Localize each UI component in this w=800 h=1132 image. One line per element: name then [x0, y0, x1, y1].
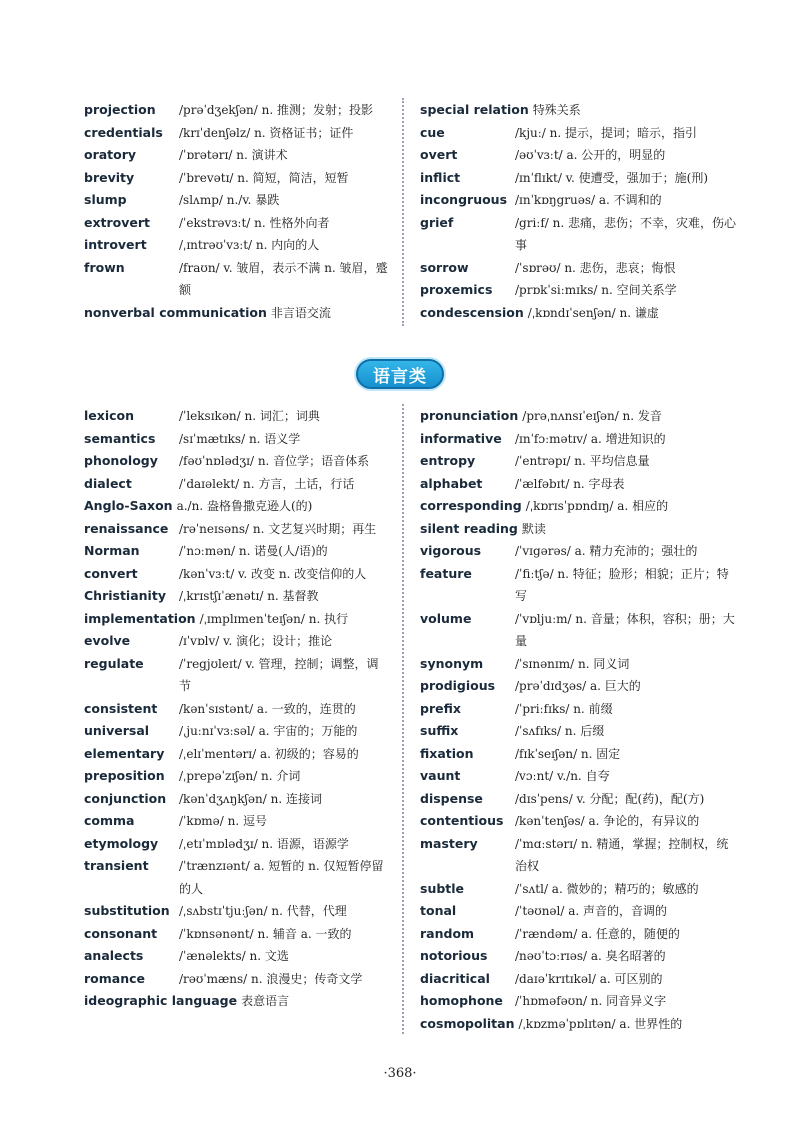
- vocab-entry: [84, 428, 389, 451]
- vocab-headword: vigorous: [420, 543, 482, 558]
- vocab-headword: inflict: [420, 169, 461, 185]
- vocab-headword: consistent: [84, 700, 158, 716]
- vocab-definition: /kənˈtenʃəs/ a. 争论的，有异议的: [515, 814, 700, 828]
- vocab-entry: [84, 540, 389, 563]
- vocab-entry: [84, 923, 389, 946]
- vocab-headword: volume: [420, 610, 472, 626]
- vocab-definition: /ˈentrəpɪ/ n. 平均信息量: [515, 454, 650, 468]
- vocab-entry: [420, 302, 738, 325]
- vocab-headword: analects: [84, 948, 144, 963]
- vocab-entry: [420, 765, 738, 788]
- vocab-definition: /ˈsɪnənɪm/ n. 同义词: [515, 656, 630, 671]
- vocab-definition: /kənˈdʒʌŋkʃən/ n. 连接词: [179, 791, 322, 806]
- vocab-definition: /kjuː/ n. 提示，提词；暗示，指引: [515, 125, 698, 140]
- vocab-definition: /daɪəˈkrɪtɪkəl/ a. 可区别的: [515, 971, 663, 986]
- vocab-headword: implementation: [84, 610, 196, 626]
- vocab-definition: /ɪnˈkɒŋgruəs/ a. 不调和的: [515, 193, 662, 207]
- top-left-column: [84, 99, 389, 324]
- vocab-definition: 非言语交流: [270, 305, 331, 320]
- vocab-headword: dialect: [84, 475, 132, 491]
- vocab-definition: /əʊˈvɜːt/ a. 公开的，明显的: [515, 148, 666, 162]
- vocab-entry: [420, 257, 738, 280]
- top-column-divider: [402, 98, 404, 326]
- vocab-headword: semantics: [84, 430, 156, 446]
- vocab-entry: [420, 698, 738, 721]
- vocab-headword: condescension: [420, 304, 524, 320]
- vocab-definition: 默读: [521, 521, 546, 536]
- vocab-definition: 特殊关系: [532, 103, 581, 117]
- vocab-entry: [420, 563, 738, 608]
- vocab-definition: /ˌɪntrəʊˈvɜːt/ n. 内向的人: [179, 238, 320, 252]
- vocab-definition: /vɔːnt/ v./n. 自夸: [515, 769, 610, 783]
- bottom-right-column: [420, 405, 738, 1035]
- vocab-headword: subtle: [420, 880, 465, 896]
- vocab-definition: /prəˌnʌnsɪˈeɪʃən/ n. 发音: [522, 409, 662, 423]
- vocab-entry: [84, 968, 389, 991]
- vocab-entry: [84, 518, 389, 541]
- vocab-headword: informative: [420, 430, 502, 446]
- vocab-entry: [420, 450, 738, 473]
- vocab-entry: [420, 833, 738, 878]
- vocab-entry: [420, 675, 738, 698]
- vocab-entry: [84, 765, 389, 788]
- vocab-entry: [420, 279, 738, 302]
- vocab-entry: [420, 473, 738, 496]
- vocab-headword: synonym: [420, 655, 484, 671]
- vocab-entry: [84, 405, 389, 428]
- vocab-definition: /ˌjuːnɪˈvɜːsəl/ a. 宇宙的；万能的: [179, 724, 358, 738]
- vocab-entry: [420, 212, 738, 257]
- vocab-definition: /ˌkɒzməˈpɒlɪtən/ a. 世界性的: [518, 1016, 683, 1031]
- vocab-headword: mastery: [420, 835, 478, 851]
- vocab-entry: [420, 945, 738, 968]
- vocab-headword: sorrow: [420, 259, 469, 275]
- vocab-definition: /dɪsˈpens/ v. 分配；配(药)，配(方): [515, 791, 705, 806]
- vocab-headword: diacritical: [420, 970, 490, 986]
- vocab-headword: nonverbal communication: [84, 304, 267, 320]
- vocab-entry: [84, 144, 389, 167]
- vocab-headword: consonant: [84, 925, 158, 941]
- vocab-entry: [420, 878, 738, 901]
- vocab-definition: /slʌmp/ n./v. 暴跌: [179, 193, 280, 207]
- vocab-entry: [84, 257, 389, 302]
- vocab-definition: /ˈɒrətərɪ/ n. 演讲术: [179, 148, 288, 162]
- vocab-definition: /ˈbrevətɪ/ n. 简短，简洁，短暂: [179, 170, 349, 185]
- vocab-headword: renaissance: [84, 520, 169, 536]
- vocab-definition: /ˈtəʊnəl/ a. 声音的，音调的: [515, 904, 668, 918]
- vocab-definition: /ˈdaɪəlekt/ n. 方言，土话，行话: [179, 476, 355, 491]
- vocab-definition: /ˈkɒmə/ n. 逗号: [179, 814, 267, 828]
- vocab-definition: /ˈleksɪkən/ n. 词汇；词典: [179, 409, 320, 423]
- vocab-definition: /rəˈneɪsəns/ n. 文艺复兴时期；再生: [179, 521, 377, 536]
- vocab-headword: cosmopolitan: [420, 1015, 515, 1031]
- vocab-definition: /ˈælfəbɪt/ n. 字母表: [515, 476, 625, 491]
- vocab-headword: universal: [84, 723, 150, 738]
- vocab-headword: credentials: [84, 124, 163, 140]
- vocab-headword: contentious: [420, 813, 504, 828]
- vocab-headword: homophone: [420, 993, 503, 1008]
- vocab-entry: [420, 144, 738, 167]
- vocab-entry: [84, 945, 389, 968]
- vocab-headword: substitution: [84, 903, 170, 918]
- vocab-headword: conjunction: [84, 790, 167, 806]
- vocab-headword: elementary: [84, 745, 165, 761]
- vocab-headword: silent reading: [420, 520, 518, 536]
- vocab-entry: [84, 720, 389, 743]
- vocab-definition: /ˌelɪˈmentərɪ/ a. 初级的；容易的: [179, 746, 359, 761]
- vocab-entry: [420, 720, 738, 743]
- vocab-headword: corresponding: [420, 498, 522, 513]
- vocab-headword: oratory: [84, 147, 137, 162]
- vocab-definition: /fəʊˈnɒlədʒɪ/ n. 音位学；语音体系: [179, 454, 370, 468]
- vocab-definition: /krɪˈdenʃəlz/ n. 资格证书；证件: [179, 125, 354, 140]
- vocab-definition: /ˈænəlekts/ n. 文选: [179, 949, 289, 963]
- vocab-headword: comma: [84, 813, 135, 828]
- vocab-headword: ideographic language: [84, 993, 238, 1008]
- vocab-definition: /prəˈdʒekʃən/ n. 推测；发射；投影: [179, 103, 373, 117]
- vocab-headword: Norman: [84, 543, 140, 558]
- vocab-definition: /ɪnˈfɔːmətɪv/ a. 增进知识的: [515, 431, 666, 446]
- vocab-headword: transient: [84, 858, 149, 873]
- vocab-headword: romance: [84, 970, 145, 986]
- vocab-entry: [84, 698, 389, 721]
- vocab-definition: /ˈregjʊleɪt/ v. 管理，控制；调整，调节: [179, 656, 379, 693]
- vocab-entry: [84, 302, 389, 325]
- vocab-definition: /ˈrændəm/ a. 任意的，随便的: [515, 926, 680, 941]
- vocab-headword: incongruous: [420, 192, 508, 207]
- vocab-headword: fixation: [420, 745, 474, 761]
- vocab-entry: [420, 990, 738, 1013]
- vocab-definition: /ˌsʌbstɪˈtjuːʃən/ n. 代替，代理: [179, 904, 347, 918]
- vocab-entry: [84, 743, 389, 766]
- vocab-headword: suffix: [420, 723, 459, 738]
- vocab-definition: /ˌkɒrɪsˈpɒndɪŋ/ a. 相应的: [525, 499, 669, 513]
- vocab-entry: [84, 167, 389, 190]
- vocab-entry: [84, 585, 389, 608]
- vocab-definition: /kənˈsɪstənt/ a. 一致的，连贯的: [179, 701, 356, 716]
- vocab-headword: etymology: [84, 835, 159, 851]
- vocab-headword: random: [420, 925, 475, 941]
- vocab-headword: preposition: [84, 768, 165, 783]
- vocab-definition: /ˈkɒnsənənt/ n. 辅音 a. 一致的: [179, 926, 352, 941]
- vocab-definition: /ɪˈvɒlv/ v. 演化；设计；推论: [179, 634, 333, 648]
- vocab-entry: [84, 473, 389, 496]
- vocab-headword: special relation: [420, 102, 529, 117]
- vocab-definition: /ˈnɔːmən/ n. 诺曼(人/语)的: [179, 544, 328, 558]
- vocab-headword: phonology: [84, 453, 158, 468]
- vocab-entry: [420, 968, 738, 991]
- vocab-definition: /griːf/ n. 悲痛，悲伤；不幸，灾难，伤心事: [515, 215, 736, 252]
- vocab-headword: proxemics: [420, 282, 493, 297]
- vocab-headword: overt: [420, 147, 458, 162]
- vocab-entry: [84, 630, 389, 653]
- vocab-entry: [420, 1013, 738, 1036]
- vocab-definition: /kənˈvɜːt/ v. 改变 n. 改变信仰的人: [179, 566, 367, 581]
- vocab-entry: [420, 189, 738, 212]
- vocab-headword: pronunciation: [420, 408, 519, 423]
- vocab-headword: slump: [84, 192, 127, 207]
- vocab-definition: /ˈtrænzɪənt/ a. 短暂的 n. 仅短暂停留的人: [179, 859, 384, 896]
- vocab-entry: [84, 810, 389, 833]
- vocab-entry: [420, 495, 738, 518]
- vocab-headword: convert: [84, 565, 138, 581]
- section-title: 语言类: [373, 366, 427, 387]
- vocab-definition: /ˈsʌtl/ a. 微妙的；精巧的；敏感的: [515, 881, 699, 896]
- vocab-definition: /ˌkɒndɪˈsenʃən/ n. 谦虚: [527, 305, 659, 320]
- vocab-definition: /ˈmɑːstərɪ/ n. 精通，掌握；控制权，统治权: [515, 836, 729, 873]
- vocab-entry: [420, 743, 738, 766]
- vocab-entry: [84, 833, 389, 856]
- vocab-headword: regulate: [84, 655, 144, 671]
- vocab-entry: [420, 99, 738, 122]
- vocab-headword: introvert: [84, 237, 147, 252]
- vocab-headword: frown: [84, 259, 125, 275]
- page-number: ·368·: [383, 1066, 417, 1081]
- vocab-headword: lexicon: [84, 408, 135, 423]
- vocab-definition: /ˈvɒljuːm/ n. 音量；体积，容积；册；大量: [515, 611, 735, 648]
- vocab-definition: /ˈfiːtʃə/ n. 特征；脸形；相貌；正片；特写: [515, 566, 729, 603]
- vocab-entry: [420, 167, 738, 190]
- vocab-headword: prefix: [420, 700, 461, 716]
- vocab-definition: /rəʊˈmæns/ n. 浪漫史；传奇文学: [179, 971, 363, 986]
- vocab-definition: /ˈsɒrəʊ/ n. 悲伤，悲哀；悔恨: [515, 260, 676, 275]
- vocab-entry: [420, 405, 738, 428]
- vocab-headword: dispense: [420, 790, 483, 806]
- vocab-entry: [420, 122, 738, 145]
- vocab-headword: extrovert: [84, 214, 151, 230]
- vocab-entry: [84, 788, 389, 811]
- vocab-headword: feature: [420, 565, 472, 581]
- vocab-headword: tonal: [420, 903, 457, 918]
- vocab-entry: [84, 608, 389, 631]
- vocab-definition: /ˌprepəˈzɪʃən/ n. 介词: [179, 769, 301, 783]
- vocab-definition: /fraʊn/ v. 皱眉，表示不满 n. 皱眉，蹙额: [179, 260, 388, 297]
- vocab-entry: [84, 189, 389, 212]
- vocab-headword: notorious: [420, 948, 488, 963]
- vocab-definition: /ˈvɪgərəs/ a. 精力充沛的；强壮的: [515, 544, 698, 558]
- vocab-entry: [84, 563, 389, 586]
- vocab-entry: [84, 99, 389, 122]
- vocab-headword: brevity: [84, 169, 135, 185]
- vocab-entry: [84, 653, 389, 698]
- vocab-definition: 表意语言: [241, 994, 290, 1008]
- vocab-headword: cue: [420, 124, 445, 140]
- bottom-left-column: [84, 405, 389, 1013]
- vocab-definition: /ɪnˈflɪkt/ v. 使遭受，强加于；施(刑): [515, 170, 709, 185]
- vocab-headword: evolve: [84, 633, 131, 648]
- vocab-entry: [84, 122, 389, 145]
- vocab-definition: /ˌkrɪstʃɪˈænətɪ/ n. 基督教: [179, 589, 319, 603]
- vocab-entry: [420, 810, 738, 833]
- vocab-headword: Anglo-Saxon: [84, 498, 173, 513]
- vocab-headword: projection: [84, 102, 156, 117]
- vocab-entry: [84, 212, 389, 235]
- vocab-entry: [84, 495, 389, 518]
- vocab-entry: [420, 900, 738, 923]
- vocab-headword: Christianity: [84, 588, 166, 603]
- vocab-definition: /ˌetɪˈmɒlədʒɪ/ n. 语源，语源学: [179, 836, 349, 851]
- vocab-headword: alphabet: [420, 475, 483, 491]
- vocab-definition: /prəˈdɪdʒəs/ a. 巨大的: [515, 679, 641, 693]
- vocab-definition: /ˈpriːfɪks/ n. 前缀: [515, 701, 613, 716]
- vocab-definition: /ˈhɒməfəʊn/ n. 同音异义字: [515, 994, 667, 1008]
- vocab-entry: [420, 788, 738, 811]
- vocab-entry: [84, 900, 389, 923]
- vocab-entry: [84, 450, 389, 473]
- section-title-badge: [356, 359, 444, 389]
- vocab-definition: /ˌɪmplɪmenˈteɪʃən/ n. 执行: [199, 611, 349, 626]
- vocab-headword: vaunt: [420, 768, 461, 783]
- vocab-definition: /fɪkˈseɪʃən/ n. 固定: [515, 746, 621, 761]
- vocab-definition: /ˈekstrəvɜːt/ n. 性格外向者: [179, 215, 330, 230]
- vocab-headword: entropy: [420, 453, 476, 468]
- vocab-definition: /prɒkˈsiːmɪks/ n. 空间关系学: [515, 283, 677, 297]
- vocab-entry: [420, 518, 738, 541]
- vocab-definition: /sɪˈmætɪks/ n. 语义学: [179, 431, 301, 446]
- vocab-definition: a./n. 盎格鲁撒克逊人(的): [176, 499, 313, 513]
- vocab-entry: [420, 653, 738, 676]
- vocab-definition: /nəʊˈtɔːrɪəs/ a. 臭名昭著的: [515, 949, 666, 963]
- vocab-entry: [420, 608, 738, 653]
- vocab-entry: [420, 923, 738, 946]
- vocab-entry: [84, 234, 389, 257]
- vocab-entry: [420, 540, 738, 563]
- vocab-headword: grief: [420, 214, 454, 230]
- vocab-entry: [84, 990, 389, 1013]
- vocab-headword: prodigious: [420, 678, 496, 693]
- top-right-column: [420, 99, 738, 324]
- vocab-entry: [420, 428, 738, 451]
- bottom-column-divider: [402, 404, 404, 1034]
- vocab-definition: /ˈsʌfɪks/ n. 后缀: [515, 724, 605, 738]
- vocab-entry: [84, 855, 389, 900]
